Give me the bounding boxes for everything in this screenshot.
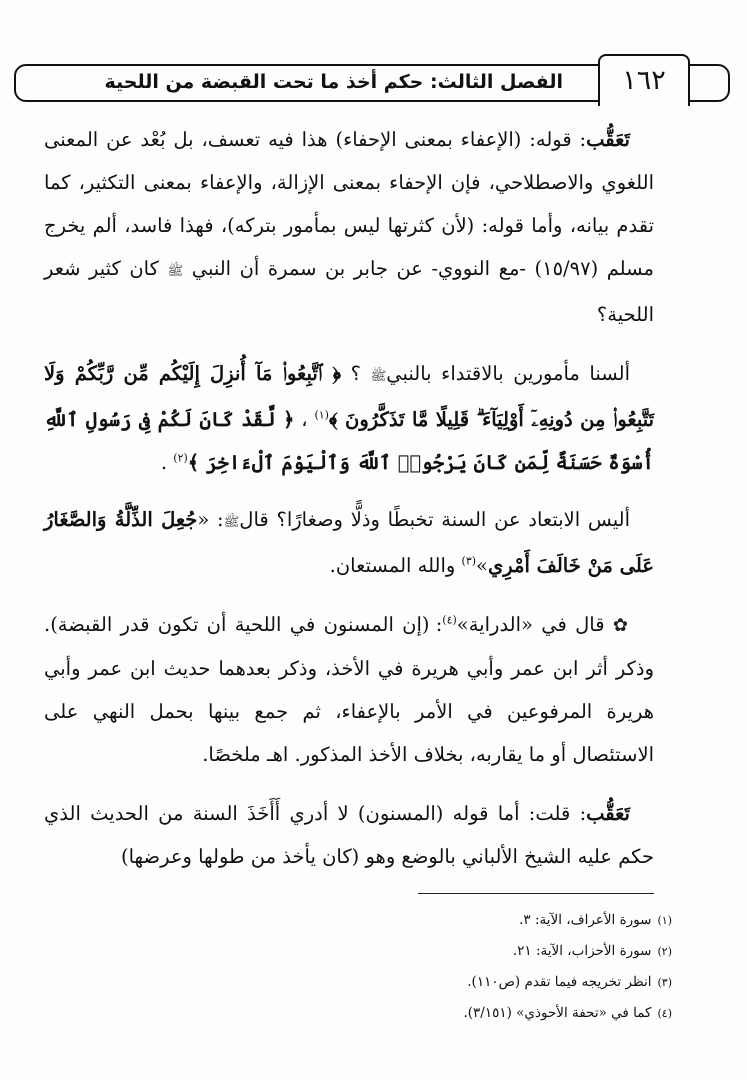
quran-verse: ﴿ ٱتَّبِعُوا۟ مَآ أُنزِلَ إِلَيْكُم مِّن رَّبِّكُمْ وَلَا تَتَّبِعُوا۟ مِن دُونِهِۦٓ أَوْلِيَآءَ ۗ قَلِيلًا مَّا تَذَكَّرُونَ ﴾ <box>44 362 655 431</box>
footnote-ref-1[interactable]: (١) <box>314 408 329 422</box>
rebuttal-term: تَعَقُّب <box>586 128 630 151</box>
hadith-text: جُعِلَ الذِّلَّةُ وَالصَّغَارُ عَلَى مَنْ خَالَفَ أَمْرِي <box>44 508 654 577</box>
footnote-text: كما في «تحفة الأحوذي» (٣/١٥١). <box>463 1005 652 1021</box>
paragraph-5 <box>44 792 654 878</box>
footnote-divider <box>418 893 654 894</box>
paragraph-text: ألسنا مأمورين بالاقتداء بالنبي <box>386 362 631 385</box>
page-number: ١٦٢ <box>598 54 690 106</box>
paragraph-text: : (إن المسنون في اللحية أن تكون قدر القبضة). وذكر أثر ابن عمر وأبي هريرة في الأخذ، وذكر بعدهما حديث ابن عمر وأبي هريرة المرفوعين في الأمر بالإعفاء، ثم جمع بينها بحمل النهي على الاستئصال أو ما يقاربه، بخلاف الأخذ المذكور. اهـ ملخصًا. <box>44 613 654 766</box>
paragraph-1 <box>44 118 654 336</box>
footnote-number: (٣) <box>657 976 672 989</box>
paragraph-text: والله المستعان. <box>329 554 456 577</box>
footnote-text: سورة الأحزاب، الآية: ٢١. <box>512 943 652 959</box>
paragraph-text: ؟ <box>350 362 361 385</box>
footnote-number: (٤) <box>657 1007 672 1020</box>
footnote <box>44 905 672 936</box>
paragraph-3 <box>44 498 654 587</box>
salawat-glyph: ﷺ <box>370 369 387 384</box>
paragraph-text: كان كثير شعر اللحية؟ <box>44 257 654 326</box>
footnote <box>44 998 672 1029</box>
footnotes <box>44 905 672 1029</box>
footnote-number: (٢) <box>657 945 672 958</box>
paragraph-text: : قوله: (الإعفاء بمعنى الإحفاء) هذا فيه تعسف، بل بُعْد عن المعنى اللغوي والاصطلاحي، فإن الإحفاء بمعنى الإزالة، والإعفاء بمعنى التكثير، كما تقدم بيانه، وأما قوله: (لأن كثرتها ليس بمأمور بتركه)، فهذا فاسد، ألم يخرج مسلم (١٥/٩٧) -مع النووي- عن جابر بن سمرة أن النبي <box>44 128 654 280</box>
paragraph-text: قال في «الدراية» <box>456 613 605 636</box>
rebuttal-term: تَعَقُّب <box>586 802 630 825</box>
paragraph-text: » <box>476 554 488 577</box>
paragraph-text: . <box>160 451 168 474</box>
footnote-text: سورة الأعراف، الآية: ٣. <box>519 912 652 928</box>
paragraph-text: أليس الابتعاد عن السنة تخبطًا وذلًّا وصغارًا؟ قال <box>239 508 631 531</box>
flower-icon: ✿ <box>612 615 630 636</box>
footnote <box>44 967 672 998</box>
paragraph-4 <box>44 603 654 776</box>
footnote-number: (١) <box>657 914 672 927</box>
footnote-text: انظر تخريجه فيما تقدم (ص١١٠). <box>467 974 652 990</box>
paragraph-text: : قلت: أما قوله (المسنون) لا أدري أَأَخَذَ السنة من الحديث الذي حكم عليه الشيخ الألباني بالوضع وهو (كان يأخذ من طولها وعرضها) <box>44 802 654 868</box>
chapter-title: الفصل الثالث: حكم أخذ ما تحت القبضة من اللحية <box>104 71 563 93</box>
salawat-glyph: ﷺ <box>223 515 240 530</box>
salawat-glyph: ﷺ <box>167 264 184 279</box>
quran-verse: ﴿ لَّقَدْ كَانَ لَكُمْ فِى رَسُولِ ٱللَّهِ أُسْوَةٌ حَسَنَةٌ لِّمَن كَانَ يَرْجُوا۟ ٱللَّهَ وَٱلْيَوْمَ ٱلْءَاخِرَ ﴾ <box>44 408 654 474</box>
main-text <box>44 118 654 894</box>
footnote <box>44 936 672 967</box>
footnote-ref-2[interactable]: (٢) <box>173 451 188 465</box>
page-header <box>14 64 730 102</box>
footnote-ref-4[interactable]: (٤) <box>442 613 457 627</box>
paragraph-text: : « <box>197 508 224 531</box>
footnote-ref-3[interactable]: (٣) <box>461 554 477 568</box>
separator: ، <box>301 408 308 431</box>
paragraph-2 <box>44 352 654 484</box>
